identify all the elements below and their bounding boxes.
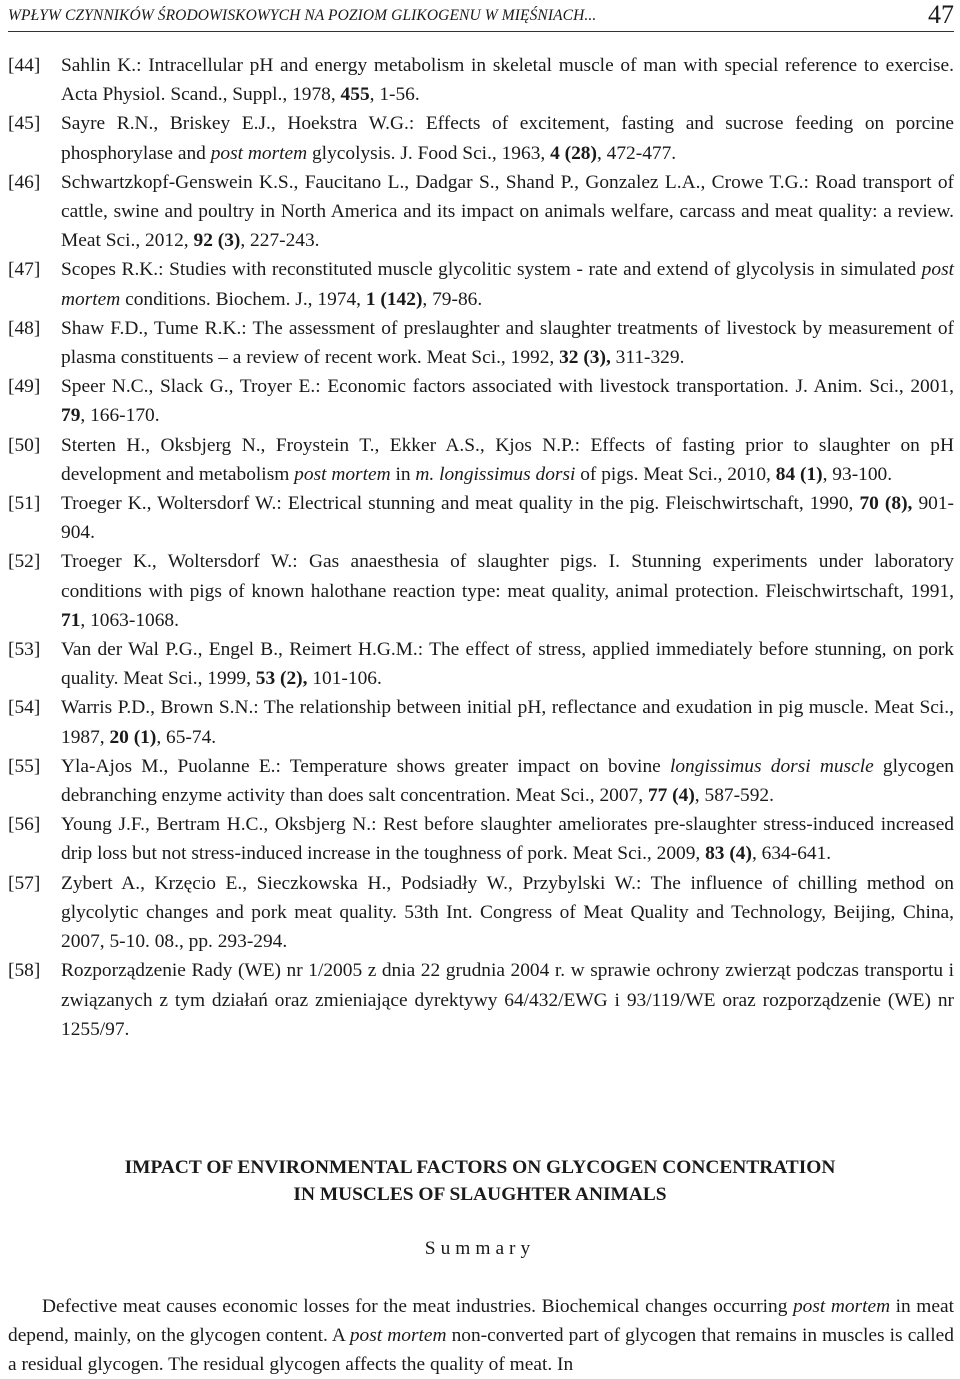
bold-text: 455: [340, 84, 370, 106]
bold-text: 20 (1): [109, 726, 157, 748]
text-segment: 311-329.: [610, 347, 685, 369]
text-segment: Troeger K., Woltersdorf W.: Electrical stunning and meat quality in the pig. Fleischwirtschaft, 1990,: [61, 493, 860, 515]
bold-text: 53 (2),: [255, 668, 308, 690]
reference-number: [47]: [8, 259, 41, 281]
reference-number: [55]: [8, 755, 41, 777]
text-segment: Shaw F.D., Tume R.K.: The assessment of preslaughter and slaughter treatments of livestock by measurement of plasma constituents – a review of recent work. Meat Sci., 1992,: [61, 317, 954, 369]
reference-item: [8, 314, 954, 372]
reference-item: [8, 372, 954, 430]
reference-text: [61, 869, 954, 957]
page-header: [8, 0, 954, 32]
reference-number: [45]: [8, 113, 41, 135]
reference-item: [8, 489, 954, 547]
reference-item: [8, 431, 954, 489]
reference-number: [58]: [8, 960, 41, 982]
reference-text: [61, 693, 954, 751]
text-segment: , 166-170.: [80, 405, 160, 427]
text-segment: Zybert A., Krzęcio E., Sieczkowska H., Podsiadły W., Przybylski W.: The influence of chilling method on glycolytic changes and pork meat quality. 53th Int. Congress of Meat Quality and Technology, Beijing, China, 2007, 5-10. 08., pp. 293-294.: [61, 872, 954, 953]
reference-text: [61, 255, 954, 313]
text-segment: , 587-592.: [694, 785, 774, 807]
reference-number: [57]: [8, 872, 41, 894]
bold-text: 4 (28): [550, 142, 597, 164]
text-segment: non-converted part of glycogen that remains in muscles is called a residual glycogen. The residual glycogen affects the quality of meat. In: [8, 1324, 954, 1375]
bold-text: 71: [61, 609, 81, 631]
reference-text: [61, 109, 954, 167]
text-segment: , 79-86.: [422, 288, 483, 310]
text-segment: in meat depend, mainly, on the glycogen content. A: [8, 1296, 954, 1346]
text-segment: Yla-Ajos M., Puolanne E.: Temperature shows greater impact on bovine: [61, 755, 670, 777]
reference-text: [61, 168, 954, 256]
text-segment: glycolysis. J. Food Sci., 1963,: [307, 142, 551, 164]
reference-number: [56]: [8, 814, 41, 836]
text-segment: , 93-100.: [822, 463, 893, 485]
reference-item: [8, 255, 954, 313]
text-segment: 901-904.: [61, 493, 954, 544]
text-segment: , 227-243.: [240, 230, 320, 252]
italic-text: m. longissimus dorsi: [415, 463, 576, 485]
text-segment: , 472-477.: [596, 142, 677, 164]
italic-text: post mortem: [61, 259, 954, 310]
bold-text: 92 (3): [193, 230, 241, 252]
text-segment: Scopes R.K.: Studies with reconstituted muscle glycolitic system - rate and extend of glycolysis in simulated: [61, 259, 922, 281]
bold-text: 32 (3),: [559, 347, 611, 369]
text-segment: Young J.F., Bertram H.C., Oksbjerg N.: Rest before slaughter ameliorates pre-slaughter stress-induced increased drip loss but not stress-induced increase in the toughness of pork. Meat Sci., 2009,: [61, 814, 954, 865]
reference-item: [8, 109, 954, 167]
reference-item: [8, 51, 954, 109]
text-segment: Schwartzkopf-Genswein K.S., Faucitano L., Dadgar S., Shand P., Gonzalez L.A., Crowe T.G.: Road transport of cattle, swine and poultry in North America and its impact on animals welfare, carcass and meat quality: a review. Meat Sci., 2012,: [61, 171, 954, 252]
bold-text: 1 (142): [365, 288, 423, 310]
reference-item: [8, 752, 954, 810]
reference-text: [61, 372, 954, 430]
italic-text: post mortem: [349, 1324, 447, 1346]
running-title: WPŁYW CZYNNIKÓW ŚRODOWISKOWYCH NA POZIOM GLIKOGENU W MIĘŚNIACH...: [8, 7, 597, 24]
reference-text: [61, 431, 954, 489]
bold-text: 79: [61, 405, 81, 427]
reference-number: [53]: [8, 639, 41, 661]
reference-number: [48]: [8, 317, 41, 339]
text-segment: Warris P.D., Brown S.N.: The relationship between initial pH, reflectance and exudation in pig muscle. Meat Sci., 1987,: [61, 697, 954, 748]
text-segment: of pigs. Meat Sci., 2010,: [575, 463, 776, 485]
text-segment: glycogen debranching enzyme activity than does salt concentration. Meat Sci., 2007,: [61, 755, 954, 807]
reference-item: [8, 635, 954, 693]
reference-text: [61, 51, 954, 109]
reference-number: [49]: [8, 376, 41, 398]
text-segment: Sayre R.N., Briskey E.J., Hoekstra W.G.: Effects of excitement, fasting and sucrose feeding on porcine phosphorylase and: [61, 113, 954, 164]
reference-number: [50]: [8, 434, 41, 456]
text-segment: Sterten H., Oksbjerg N., Froystein T., Ekker A.S., Kjos N.P.: Effects of fasting prior to slaughter on pH development and metabolism: [61, 434, 954, 485]
summary-heading: Summary: [424, 1238, 536, 1259]
reference-number: [52]: [8, 551, 41, 573]
text-segment: Troeger K., Woltersdorf W.: Gas anaesthesia of slaughter pigs. I. Stunning experiments under laboratory conditions with pigs of known halothane reaction type: meat quality, animal protection. Fleischwirtschaft, 1991,: [61, 551, 954, 602]
italic-text: post mortem: [792, 1296, 891, 1317]
bold-text: 83 (4): [705, 843, 752, 865]
english-title-line-2: IN MUSCLES OF SLAUGHTER ANIMALS: [293, 1184, 667, 1205]
text-segment: Sahlin K.: Intracellular pH and energy metabolism in skeletal muscle of man with special reference to exercise. Acta Physiol. Scand., Suppl., 1978,: [61, 55, 954, 106]
page-number: 47: [928, 0, 954, 29]
text-segment: conditions. Biochem. J., 1974,: [120, 288, 366, 310]
bold-text: 70 (8),: [859, 493, 913, 515]
text-segment: , 634-641.: [751, 843, 832, 865]
reference-item: [8, 810, 954, 868]
text-segment: , 1063-1068.: [80, 609, 179, 631]
reference-number: [51]: [8, 493, 41, 515]
reference-text: [61, 489, 954, 547]
reference-item: [8, 869, 954, 957]
bold-text: 84 (1): [775, 463, 823, 485]
reference-number: [54]: [8, 697, 41, 719]
reference-item: [8, 956, 954, 1044]
reference-number: [46]: [8, 171, 41, 193]
text-segment: in: [390, 463, 416, 485]
text-segment: Defective meat causes economic losses for the meat industries. Biochemical changes occurring: [42, 1296, 793, 1317]
text-segment: , 65-74.: [156, 726, 217, 748]
bold-text: 77 (4): [647, 785, 695, 807]
italic-text: longissimus dorsi muscle: [669, 755, 874, 777]
italic-text: post mortem: [294, 463, 391, 485]
text-segment: Rozporządzenie Rady (WE) nr 1/2005 z dnia 22 grudnia 2004 r. w sprawie ochrony zwierząt podczas transportu i związanych z tym działań oraz zmieniające dyrektywy 64/432/EWG i 93/119/WE oraz rozporządzenie (WE) nr 1255/97.: [61, 960, 954, 1040]
text-segment: 101-106.: [307, 668, 382, 690]
reference-item: [8, 693, 954, 751]
reference-text: [61, 956, 954, 1044]
text-segment: Van der Wal P.G., Engel B., Reimert H.G.M.: The effect of stress, applied immediately before stunning, on pork quality. Meat Sci., 1999,: [61, 639, 954, 690]
reference-text: [61, 635, 954, 693]
summary-paragraph: [8, 1293, 954, 1379]
reference-text: [61, 547, 954, 635]
reference-item: [8, 168, 954, 256]
reference-text: [61, 314, 954, 372]
reference-text: [61, 810, 954, 868]
reference-list: [8, 51, 954, 1044]
reference-number: [44]: [8, 55, 41, 76]
text-segment: Speer N.C., Slack G., Troyer E.: Economic factors associated with livestock transportation. J. Anim. Sci., 2001,: [61, 376, 954, 398]
reference-item: [8, 547, 954, 635]
italic-text: post mortem: [210, 142, 308, 164]
english-title: [0, 1154, 960, 1208]
reference-text: [61, 752, 954, 810]
english-title-line-1: IMPACT OF ENVIRONMENTAL FACTORS ON GLYCOGEN CONCENTRATION: [124, 1157, 836, 1178]
text-segment: , 1-56.: [369, 84, 420, 106]
